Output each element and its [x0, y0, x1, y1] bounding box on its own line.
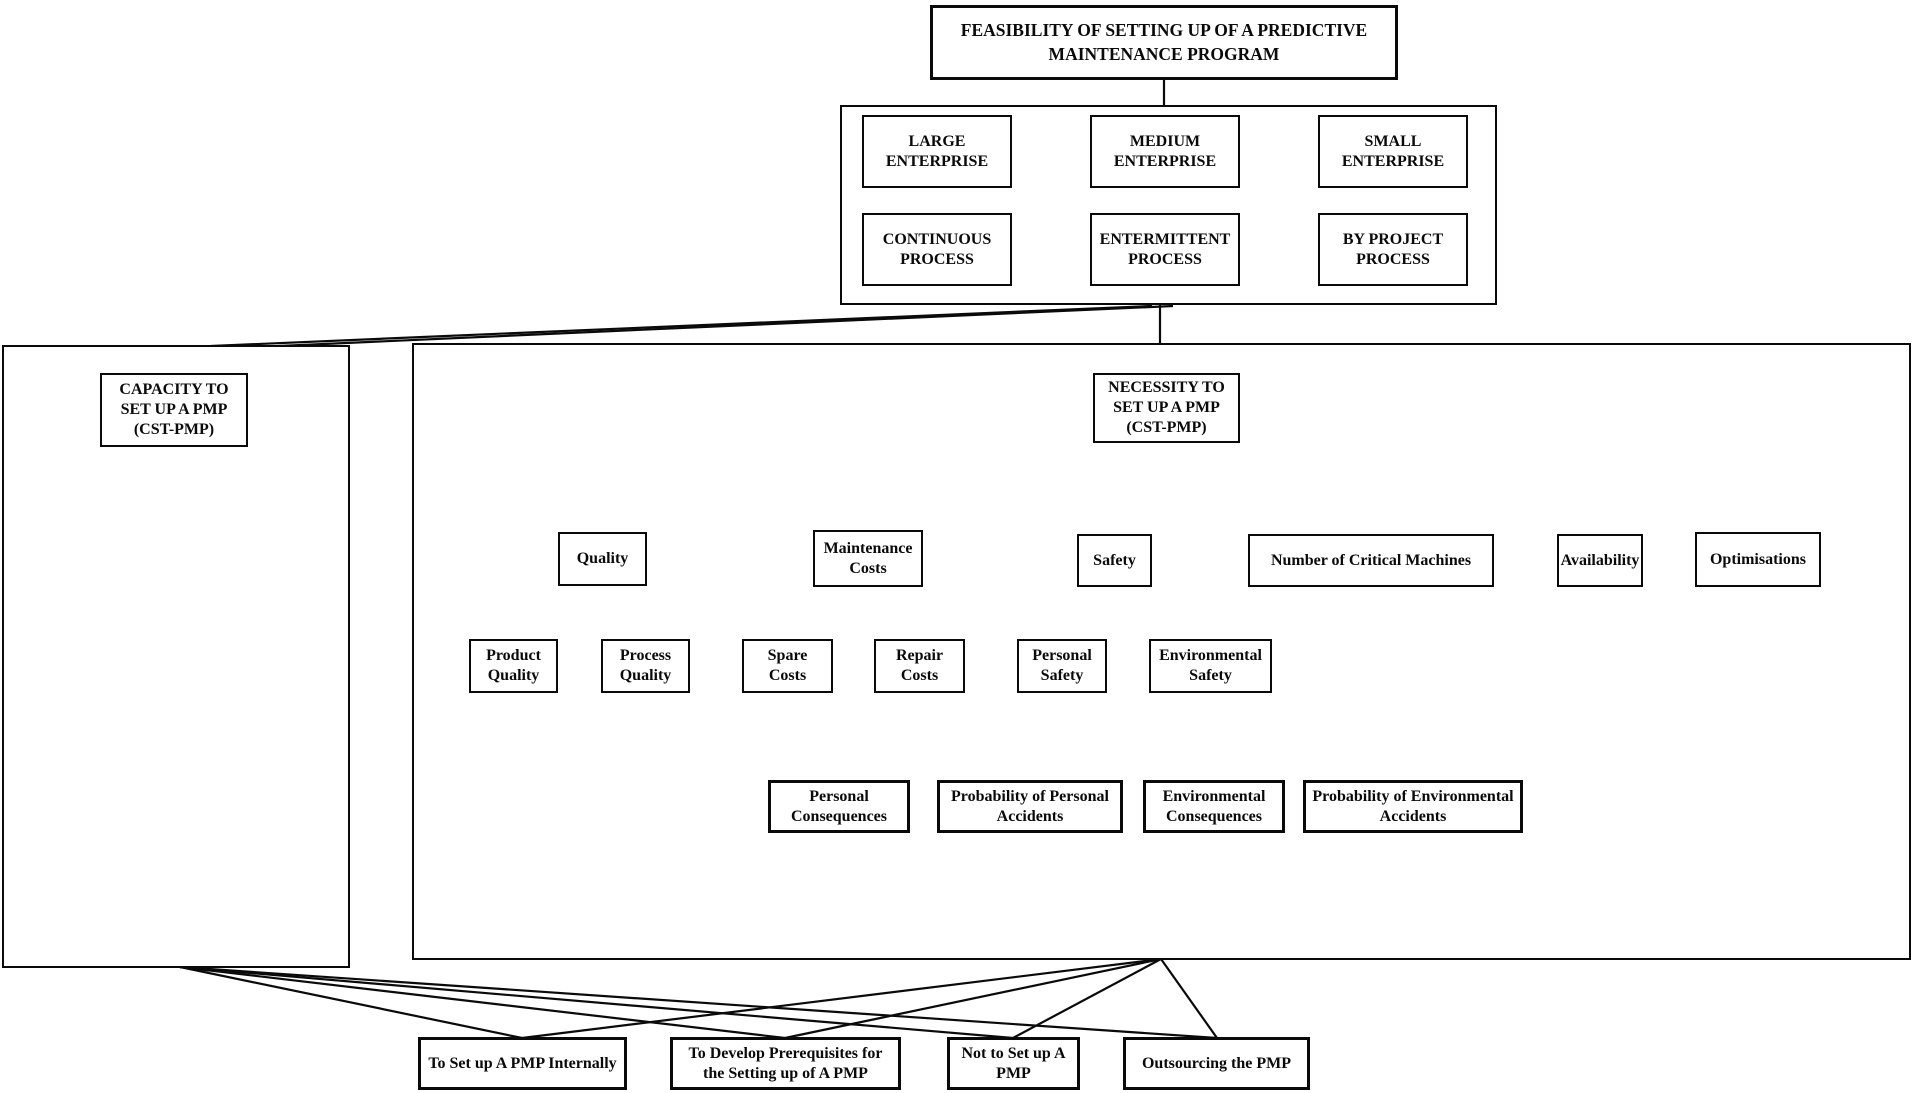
node-necessity: NECESSITY TO SET UP A PMP (CST-PMP) — [1093, 373, 1240, 443]
edge-capacity-not-setup — [180, 967, 1013, 1038]
node-personal-consequences: Personal Consequences — [768, 780, 910, 833]
node-medium-enterprise: MEDIUM ENTERPRISE — [1090, 115, 1240, 188]
node-large-enterprise: LARGE ENTERPRISE — [862, 115, 1012, 188]
node-develop-prerequisites: To Develop Prerequisites for the Setting up of A PMP — [670, 1037, 901, 1090]
node-repair-costs: Repair Costs — [874, 639, 965, 693]
node-environmental-consequences: Environmental Consequences — [1143, 780, 1285, 833]
node-entermittent-process: ENTERMITTENT PROCESS — [1090, 213, 1240, 286]
node-availability: Availability — [1557, 534, 1643, 587]
node-optimisations: Optimisations — [1695, 532, 1821, 587]
node-quality: Quality — [558, 532, 647, 586]
node-not-setup: Not to Set up A PMP — [947, 1037, 1080, 1090]
node-capacity: CAPACITY TO SET UP A PMP (CST-PMP) — [100, 373, 248, 447]
node-critical-machines: Number of Critical Machines — [1248, 534, 1494, 587]
node-product-quality: Product Quality — [469, 639, 558, 693]
node-spare-costs: Spare Costs — [742, 639, 833, 693]
node-process-quality: Process Quality — [601, 639, 690, 693]
node-personal-safety: Personal Safety — [1017, 639, 1107, 693]
node-by-project-process: BY PROJECT PROCESS — [1318, 213, 1468, 286]
node-outsourcing: Outsourcing the PMP — [1123, 1037, 1310, 1090]
node-environmental-safety: Environmental Safety — [1149, 639, 1272, 693]
node-maintenance-costs: Maintenance Costs — [813, 530, 923, 587]
edge-necessity-not-setup — [1013, 959, 1161, 1038]
node-safety: Safety — [1077, 534, 1152, 587]
node-small-enterprise: SMALL ENTERPRISE — [1318, 115, 1468, 188]
edge-necessity-outsourcing — [1161, 959, 1217, 1038]
node-prob-environmental-accidents: Probability of Environmental Accidents — [1303, 780, 1523, 833]
node-setup-internally: To Set up A PMP Internally — [418, 1037, 627, 1090]
edge-container-capacity-2 — [257, 306, 1173, 347]
edge-container-capacity-1 — [211, 306, 1152, 346]
node-continuous-process: CONTINUOUS PROCESS — [862, 213, 1012, 286]
node-prob-personal-accidents: Probability of Personal Accidents — [937, 780, 1123, 833]
node-goal: FEASIBILITY OF SETTING UP OF A PREDICTIVE MAINTENANCE PROGRAM — [930, 5, 1398, 80]
